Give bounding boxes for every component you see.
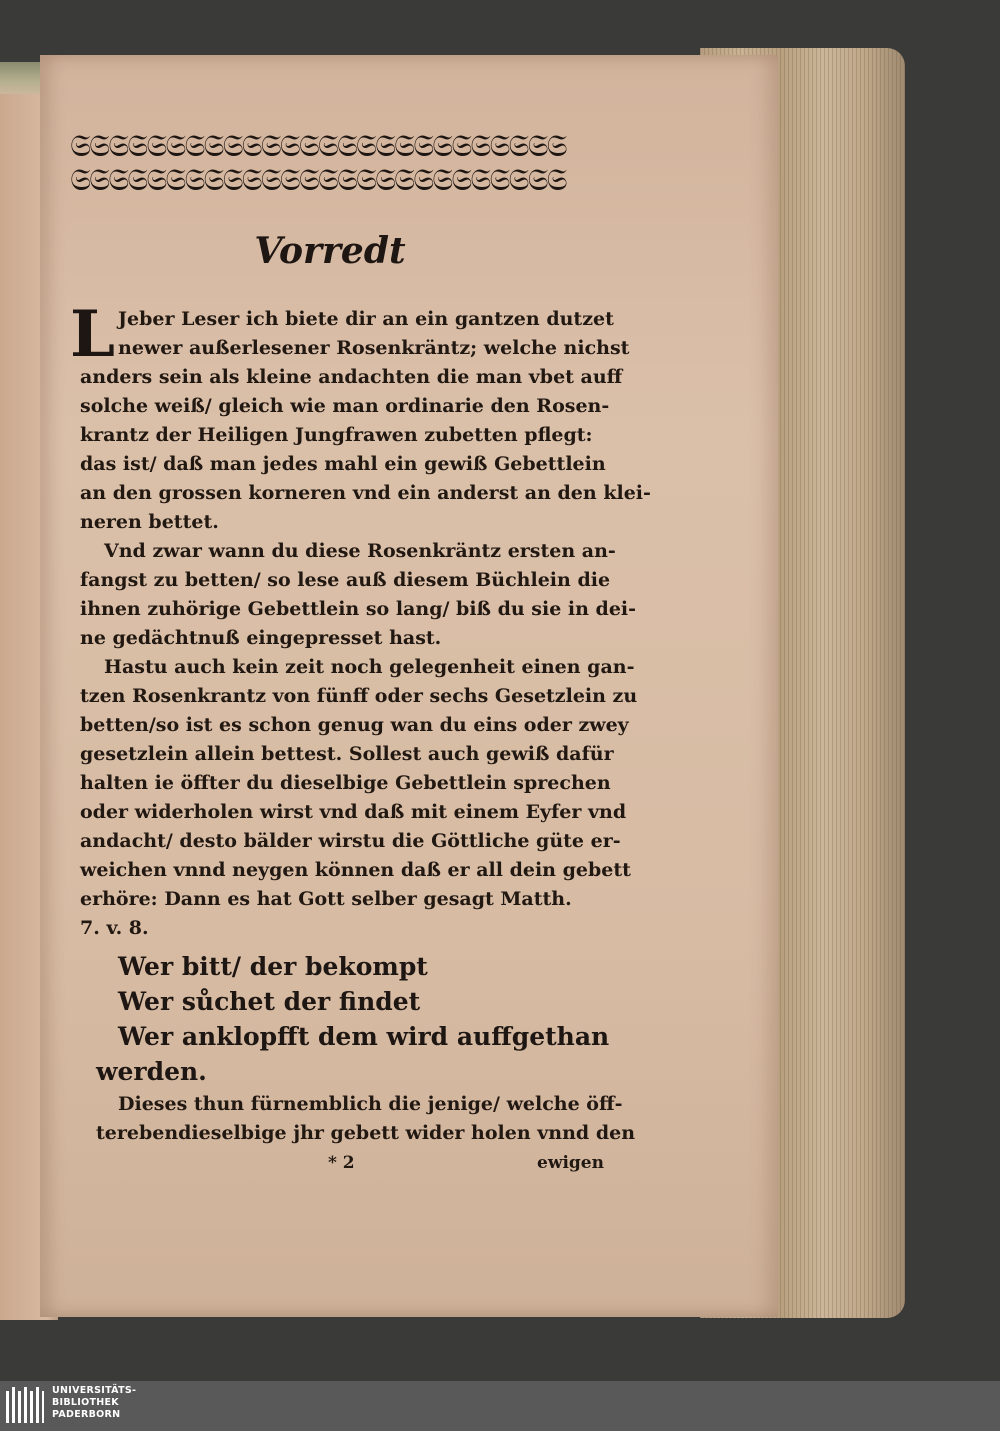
text-line: weichen vnnd neygen können daß er all dein gebett — [80, 859, 631, 881]
page-title: Vorredt — [254, 230, 406, 272]
text-line: ne gedächtnuß eingepresset hast. — [80, 627, 442, 649]
text-line: ihnen zuhörige Gebettlein so lang/ biß du sie in dei- — [80, 598, 637, 620]
text-line: anders sein als kleine andachten die man vbet auff — [80, 366, 623, 388]
verse-line: werden. — [96, 1057, 207, 1086]
text-line: Dieses thun fürnemblich die jenige/ welche öff- — [118, 1093, 623, 1115]
text-line: tzen Rosenkrantz von fünff oder sechs Gesetzlein zu — [80, 685, 638, 707]
text-line: Hastu auch kein zeit noch gelegenheit einen gan- — [104, 656, 635, 678]
text-line: betten/so ist es schon genug wan du eins oder zwey — [80, 714, 629, 736]
library-name — [52, 1385, 136, 1421]
text-line: terebendieselbige jhr gebett wider holen vnnd den — [96, 1122, 636, 1144]
library-name-line: BIBLIOTHEK — [52, 1397, 119, 1408]
text-line: solche weiß/ gleich wie man ordinarie den Rosen- — [80, 395, 610, 417]
library-name-line: PADERBORN — [52, 1409, 121, 1420]
text-line: krantz der Heiligen Jungfrawen zubetten pflegt: — [80, 424, 593, 446]
signature-mark: * 2 — [328, 1153, 355, 1173]
text-line: erhöre: Dann es hat Gott selber gesagt Matth. — [80, 888, 572, 910]
text-line: an den grossen korneren vnd ein anderst an den klei- — [80, 482, 651, 504]
ornament-row: 𝔖𝔖𝔖𝔖𝔖𝔖𝔖𝔖𝔖𝔖𝔖𝔖𝔖𝔖𝔖𝔖𝔖𝔖𝔖𝔖𝔖𝔖𝔖𝔖𝔖𝔖 — [70, 163, 566, 198]
text-line: andacht/ desto bälder wirstu die Göttliche güte er- — [80, 830, 621, 852]
library-logo-icon — [4, 1385, 46, 1427]
text-line: neren bettet. — [80, 511, 219, 533]
text-line: gesetzlein allein bettest. Sollest auch gewiß dafür — [80, 743, 614, 765]
verse-line: Wer sůchet der findet — [118, 987, 421, 1016]
catchword: ewigen — [537, 1153, 604, 1173]
ornament-row: 𝔖𝔖𝔖𝔖𝔖𝔖𝔖𝔖𝔖𝔖𝔖𝔖𝔖𝔖𝔖𝔖𝔖𝔖𝔖𝔖𝔖𝔖𝔖𝔖𝔖𝔖 — [70, 130, 566, 164]
text-line: halten ie öffter du dieselbige Gebettlein sprechen — [80, 772, 611, 794]
text-line: Jeber Leser ich biete dir an ein gantzen dutzet — [118, 308, 614, 330]
text-line: 7. v. 8. — [80, 917, 149, 939]
verse-line: Wer bitt/ der bekompt — [118, 952, 428, 981]
text-line: newer außerlesener Rosenkräntz; welche nichst — [118, 337, 630, 359]
verse-line: Wer anklopfft dem wird auffgethan — [118, 1022, 610, 1051]
text-line: oder widerholen wirst vnd daß mit einem Eyfer vnd — [80, 801, 627, 823]
text-line: Vnd zwar wann du diese Rosenkräntz ersten an- — [104, 540, 616, 562]
footer-bar — [0, 1381, 1000, 1431]
drop-cap: L — [70, 297, 115, 372]
text-line: das ist/ daß man jedes mahl ein gewiß Gebettlein — [80, 453, 606, 475]
library-name-line: UNIVERSITÄTS- — [52, 1385, 137, 1396]
ornament-border — [70, 130, 575, 202]
text-line: fangst zu betten/ so lese auß diesem Büchlein die — [80, 569, 611, 591]
